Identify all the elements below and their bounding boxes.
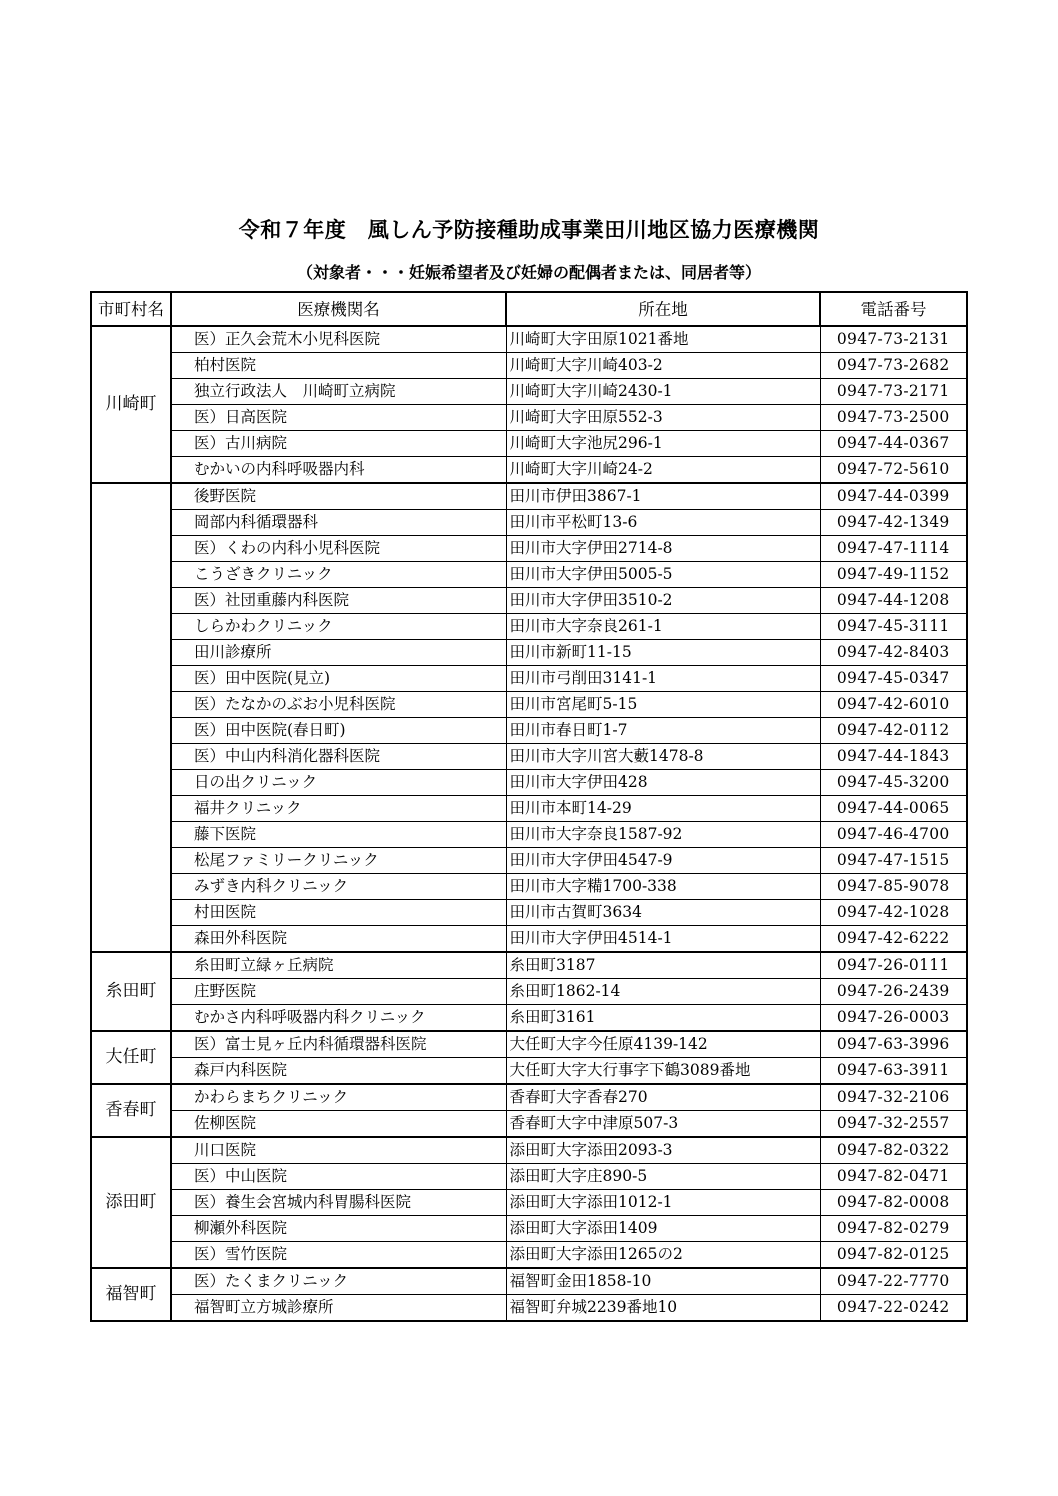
address-cell: 川崎町大字田原1021番地 — [506, 326, 820, 353]
address-cell: 田川市大字糒1700-338 — [506, 874, 820, 900]
name-cell: みずき内科クリニック — [171, 874, 506, 900]
tel-cell: 0947-82-0322 — [820, 1137, 967, 1164]
address-cell: 田川市弓削田3141-1 — [506, 666, 820, 692]
name-cell: 森戸内科医院 — [171, 1058, 506, 1085]
name-cell: 日の出クリニック — [171, 770, 506, 796]
tel-cell: 0947-85-9078 — [820, 874, 967, 900]
address-cell: 糸田町3161 — [506, 1005, 820, 1032]
address-cell: 福智町金田1858-10 — [506, 1268, 820, 1295]
table-row — [91, 1268, 967, 1295]
table-row — [91, 926, 967, 953]
table-row — [91, 1111, 967, 1138]
address-cell: 田川市大字伊田4514-1 — [506, 926, 820, 953]
table-row — [91, 692, 967, 718]
tel-cell: 0947-73-2682 — [820, 353, 967, 379]
table-row — [91, 796, 967, 822]
address-cell: 田川市大字川宮大藪1478-8 — [506, 744, 820, 770]
tel-cell: 0947-42-1349 — [820, 510, 967, 536]
tel-cell: 0947-44-0065 — [820, 796, 967, 822]
tel-cell: 0947-73-2171 — [820, 379, 967, 405]
address-cell: 田川市大字伊田428 — [506, 770, 820, 796]
tel-cell: 0947-42-0112 — [820, 718, 967, 744]
tel-cell: 0947-46-4700 — [820, 822, 967, 848]
name-cell: 医）たくまクリニック — [171, 1268, 506, 1295]
name-cell: こうざきクリニック — [171, 562, 506, 588]
name-cell: 福智町立方城診療所 — [171, 1295, 506, 1322]
name-cell: 医）養生会宮城内科胃腸科医院 — [171, 1190, 506, 1216]
address-cell: 田川市大字伊田2714-8 — [506, 536, 820, 562]
table-row — [91, 483, 967, 510]
name-cell: 庄野医院 — [171, 979, 506, 1005]
header-address: 所在地 — [506, 292, 820, 326]
address-cell: 大任町大字今任原4139-142 — [506, 1031, 820, 1058]
tel-cell: 0947-63-3996 — [820, 1031, 967, 1058]
name-cell: かわらまちクリニック — [171, 1084, 506, 1111]
town-cell: 香春町 — [91, 1084, 171, 1137]
table-row — [91, 952, 967, 979]
tel-cell: 0947-82-0471 — [820, 1164, 967, 1190]
address-cell: 川崎町大字池尻296-1 — [506, 431, 820, 457]
table-row — [91, 1005, 967, 1032]
table-row — [91, 979, 967, 1005]
address-cell: 田川市伊田3867-1 — [506, 483, 820, 510]
name-cell: 後野医院 — [171, 483, 506, 510]
table-row — [91, 379, 967, 405]
table-row — [91, 588, 967, 614]
table-row — [91, 822, 967, 848]
table-row — [91, 431, 967, 457]
tel-cell: 0947-63-3911 — [820, 1058, 967, 1085]
address-cell: 田川市大字奈良261-1 — [506, 614, 820, 640]
tel-cell: 0947-26-2439 — [820, 979, 967, 1005]
town-cell: 福智町 — [91, 1268, 171, 1321]
name-cell: 糸田町立緑ヶ丘病院 — [171, 952, 506, 979]
tel-cell: 0947-22-7770 — [820, 1268, 967, 1295]
table-row — [91, 718, 967, 744]
name-cell: 医）田中医院(春日町) — [171, 718, 506, 744]
tel-cell: 0947-72-5610 — [820, 457, 967, 484]
town-cell: 大任町 — [91, 1031, 171, 1084]
table-row — [91, 900, 967, 926]
name-cell: むかさ内科呼吸器内科クリニック — [171, 1005, 506, 1032]
name-cell: 医）富士見ヶ丘内科循環器科医院 — [171, 1031, 506, 1058]
address-cell: 川崎町大字川崎403-2 — [506, 353, 820, 379]
name-cell: 村田医院 — [171, 900, 506, 926]
tel-cell: 0947-22-0242 — [820, 1295, 967, 1322]
name-cell: 岡部内科循環器科 — [171, 510, 506, 536]
town-cell — [91, 483, 171, 952]
address-cell: 香春町大字香春270 — [506, 1084, 820, 1111]
name-cell: 佐柳医院 — [171, 1111, 506, 1138]
tel-cell: 0947-49-1152 — [820, 562, 967, 588]
tel-cell: 0947-45-3200 — [820, 770, 967, 796]
address-cell: 川崎町大字田原552-3 — [506, 405, 820, 431]
address-cell: 田川市本町14-29 — [506, 796, 820, 822]
address-cell: 大任町大字大行事字下鶴3089番地 — [506, 1058, 820, 1085]
table-row — [91, 640, 967, 666]
tel-cell: 0947-44-1208 — [820, 588, 967, 614]
table-row — [91, 614, 967, 640]
name-cell: むかいの内科呼吸器内科 — [171, 457, 506, 484]
table-row — [91, 326, 967, 353]
table-row — [91, 666, 967, 692]
name-cell: 医）たなかのぶお小児科医院 — [171, 692, 506, 718]
table-row — [91, 1084, 967, 1111]
table-row — [91, 536, 967, 562]
name-cell: 松尾ファミリークリニック — [171, 848, 506, 874]
tel-cell: 0947-82-0008 — [820, 1190, 967, 1216]
name-cell: 医）田中医院(見立) — [171, 666, 506, 692]
town-cell: 川崎町 — [91, 326, 171, 483]
table-row — [91, 848, 967, 874]
name-cell: 医）中山内科消化器科医院 — [171, 744, 506, 770]
table-row — [91, 353, 967, 379]
tel-cell: 0947-44-1843 — [820, 744, 967, 770]
clinic-table — [90, 291, 968, 1322]
name-cell: 田川診療所 — [171, 640, 506, 666]
address-cell: 田川市古賀町3634 — [506, 900, 820, 926]
name-cell: 柏村医院 — [171, 353, 506, 379]
table-row — [91, 770, 967, 796]
table-row — [91, 1058, 967, 1085]
name-cell: 医）社団重藤内科医院 — [171, 588, 506, 614]
name-cell: 医）雪竹医院 — [171, 1242, 506, 1269]
address-cell: 田川市大字奈良1587-92 — [506, 822, 820, 848]
address-cell: 福智町弁城2239番地10 — [506, 1295, 820, 1322]
tel-cell: 0947-44-0399 — [820, 483, 967, 510]
address-cell: 田川市大字伊田5005-5 — [506, 562, 820, 588]
name-cell: 川口医院 — [171, 1137, 506, 1164]
page-title: 令和７年度 風しん予防接種助成事業田川地区協力医療機関 — [238, 218, 820, 242]
address-cell: 糸田町1862-14 — [506, 979, 820, 1005]
tel-cell: 0947-32-2557 — [820, 1111, 967, 1138]
name-cell: 医）日高医院 — [171, 405, 506, 431]
tel-cell: 0947-47-1515 — [820, 848, 967, 874]
address-cell: 田川市平松町13-6 — [506, 510, 820, 536]
name-cell: 医）くわの内科小児科医院 — [171, 536, 506, 562]
page-subtitle: （対象者・・・妊娠希望者及び妊婦の配偶者または、同居者等） — [296, 263, 761, 282]
tel-cell: 0947-45-0347 — [820, 666, 967, 692]
tel-cell: 0947-73-2131 — [820, 326, 967, 353]
tel-cell: 0947-42-6010 — [820, 692, 967, 718]
table-body — [91, 326, 967, 1321]
address-cell: 糸田町3187 — [506, 952, 820, 979]
name-cell: しらかわクリニック — [171, 614, 506, 640]
tel-cell: 0947-82-0125 — [820, 1242, 967, 1269]
tel-cell: 0947-42-1028 — [820, 900, 967, 926]
name-cell: 医）古川病院 — [171, 431, 506, 457]
header-town: 市町村名 — [91, 292, 171, 326]
table-row — [91, 1216, 967, 1242]
tel-cell: 0947-26-0003 — [820, 1005, 967, 1032]
address-cell: 添田町大字添田1012-1 — [506, 1190, 820, 1216]
name-cell: 独立行政法人 川崎町立病院 — [171, 379, 506, 405]
address-cell: 田川市大字伊田3510-2 — [506, 588, 820, 614]
table-row — [91, 744, 967, 770]
tel-cell: 0947-44-0367 — [820, 431, 967, 457]
tel-cell: 0947-26-0111 — [820, 952, 967, 979]
town-cell: 糸田町 — [91, 952, 171, 1031]
address-cell: 香春町大字中津原507-3 — [506, 1111, 820, 1138]
address-cell: 田川市新町11-15 — [506, 640, 820, 666]
table-row — [91, 874, 967, 900]
table-row — [91, 1164, 967, 1190]
table-header-row — [91, 292, 967, 326]
address-cell: 添田町大字添田1265の2 — [506, 1242, 820, 1269]
name-cell: 森田外科医院 — [171, 926, 506, 953]
table-row — [91, 457, 967, 484]
address-cell: 川崎町大字川崎24-2 — [506, 457, 820, 484]
address-cell: 田川市宮尾町5-15 — [506, 692, 820, 718]
table-row — [91, 562, 967, 588]
name-cell: 福井クリニック — [171, 796, 506, 822]
address-cell: 川崎町大字川崎2430-1 — [506, 379, 820, 405]
address-cell: 田川市春日町1-7 — [506, 718, 820, 744]
tel-cell: 0947-47-1114 — [820, 536, 967, 562]
table-row — [91, 1031, 967, 1058]
tel-cell: 0947-42-8403 — [820, 640, 967, 666]
table-row — [91, 1137, 967, 1164]
tel-cell: 0947-32-2106 — [820, 1084, 967, 1111]
tel-cell: 0947-45-3111 — [820, 614, 967, 640]
table-row — [91, 1190, 967, 1216]
address-cell: 添田町大字添田2093-3 — [506, 1137, 820, 1164]
tel-cell: 0947-82-0279 — [820, 1216, 967, 1242]
name-cell: 柳瀬外科医院 — [171, 1216, 506, 1242]
tel-cell: 0947-73-2500 — [820, 405, 967, 431]
table-row — [91, 1295, 967, 1322]
table-row — [91, 405, 967, 431]
header-name: 医療機関名 — [171, 292, 506, 326]
address-cell: 添田町大字庄890-5 — [506, 1164, 820, 1190]
address-cell: 田川市大字伊田4547-9 — [506, 848, 820, 874]
name-cell: 医）中山医院 — [171, 1164, 506, 1190]
name-cell: 藤下医院 — [171, 822, 506, 848]
table-row — [91, 510, 967, 536]
header-tel: 電話番号 — [820, 292, 967, 326]
address-cell: 添田町大字添田1409 — [506, 1216, 820, 1242]
tel-cell: 0947-42-6222 — [820, 926, 967, 953]
town-cell: 添田町 — [91, 1137, 171, 1268]
name-cell: 医）正久会荒木小児科医院 — [171, 326, 506, 353]
table-row — [91, 1242, 967, 1269]
